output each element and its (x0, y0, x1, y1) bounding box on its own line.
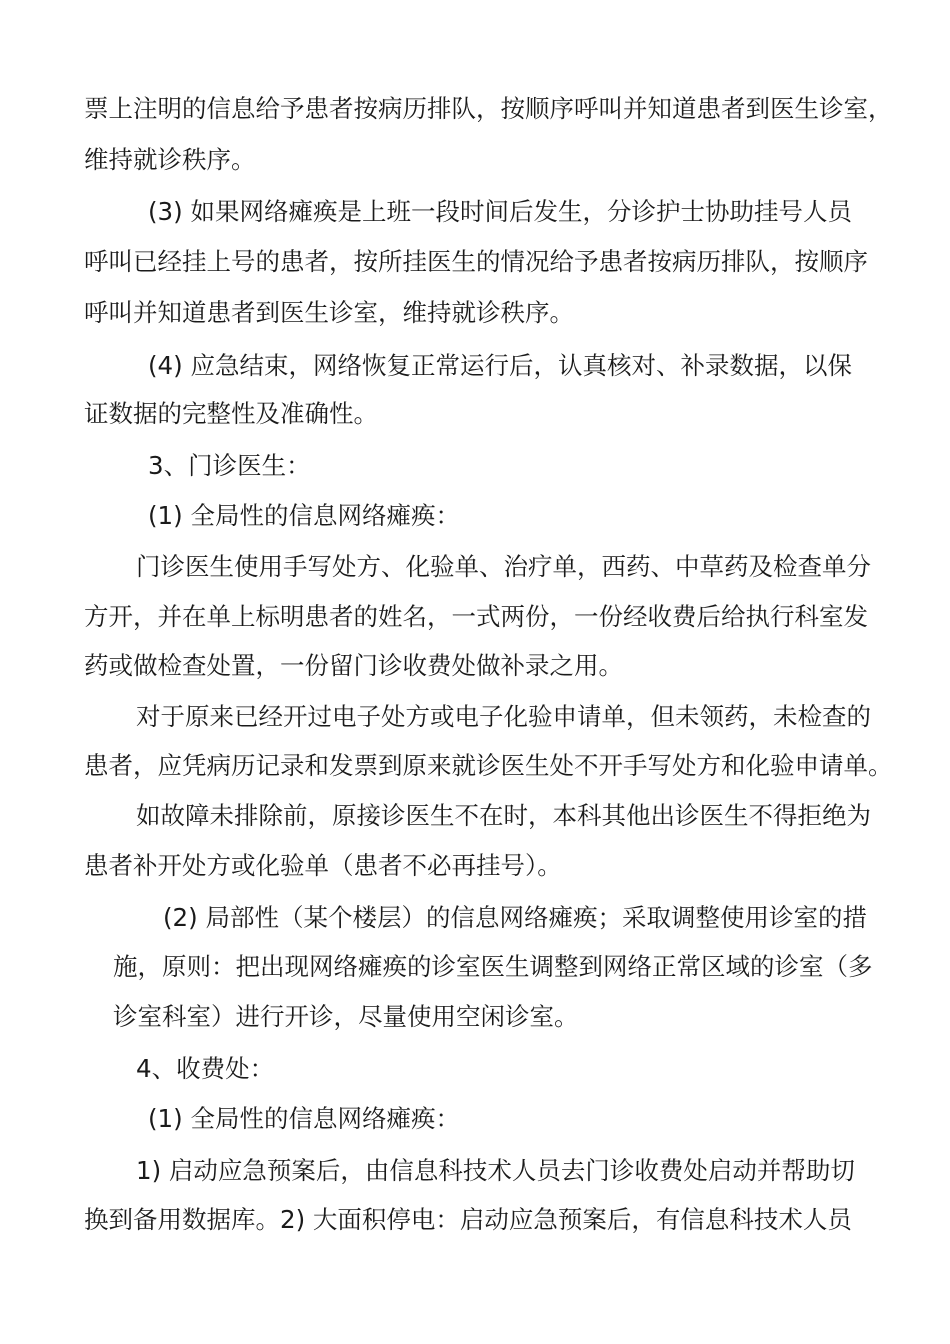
text-line: 患者，应凭病历记录和发票到原来就诊医生处不开手写处方和化验申请单。 (84, 751, 893, 780)
text-line: (2) 局部性（某个楼层）的信息网络瘫痪；采取调整使用诊室的措 (163, 903, 867, 932)
text-line: 方开，并在单上标明患者的姓名，一式两份，一份经收费后给执行科室发 (84, 602, 868, 631)
text-line: (3) 如果网络瘫痪是上班一段时间后发生，分诊护士协助挂号人员 (148, 197, 852, 226)
text-line: (1) 全局性的信息网络瘫痪： (148, 1104, 460, 1133)
text-line: (4) 应急结束，网络恢复正常运行后，认真核对、补录数据，以保 (148, 351, 852, 380)
text-line: 票上注明的信息给予患者按病历排队，按顺序呼叫并知道患者到医生诊室， (84, 94, 893, 123)
text-line: 药或做检查处置，一份留门诊收费处做补录之用。 (84, 651, 623, 680)
text-line: 证数据的完整性及准确性。 (84, 399, 378, 428)
text-line: 患者补开处方或化验单（患者不必再挂号）。 (84, 851, 562, 880)
text-line: (1) 全局性的信息网络瘫痪： (148, 501, 460, 530)
text-line: 1) 启动应急预案后，由信息科技术人员去门诊收费处启动并帮助切 (136, 1156, 855, 1185)
section-heading: 3、门诊医生： (148, 451, 311, 480)
text-line: 呼叫已经挂上号的患者，按所挂医生的情况给予患者按病历排队，按顺序 (84, 247, 868, 276)
text-line: 施，原则：把出现网络瘫痪的诊室医生调整到网络正常区域的诊室（多 (113, 952, 873, 981)
section-heading: 4、收费处： (136, 1054, 275, 1083)
text-line: 对于原来已经开过电子处方或电子化验申请单，但未领药，未检查的 (136, 702, 871, 731)
text-line: 如故障未排除前，原接诊医生不在时，本科其他出诊医生不得拒绝为 (136, 801, 871, 830)
text-line: 门诊医生使用手写处方、化验单、治疗单，西药、中草药及检查单分 (136, 552, 871, 581)
text-line: 诊室科室）进行开诊，尽量使用空闲诊室。 (113, 1002, 579, 1031)
text-line: 换到备用数据库。2) 大面积停电：启动应急预案后，有信息科技术人员 (84, 1205, 852, 1234)
text-line: 呼叫并知道患者到医生诊室，维持就诊秩序。 (84, 298, 574, 327)
text-line: 维持就诊秩序。 (84, 145, 256, 174)
